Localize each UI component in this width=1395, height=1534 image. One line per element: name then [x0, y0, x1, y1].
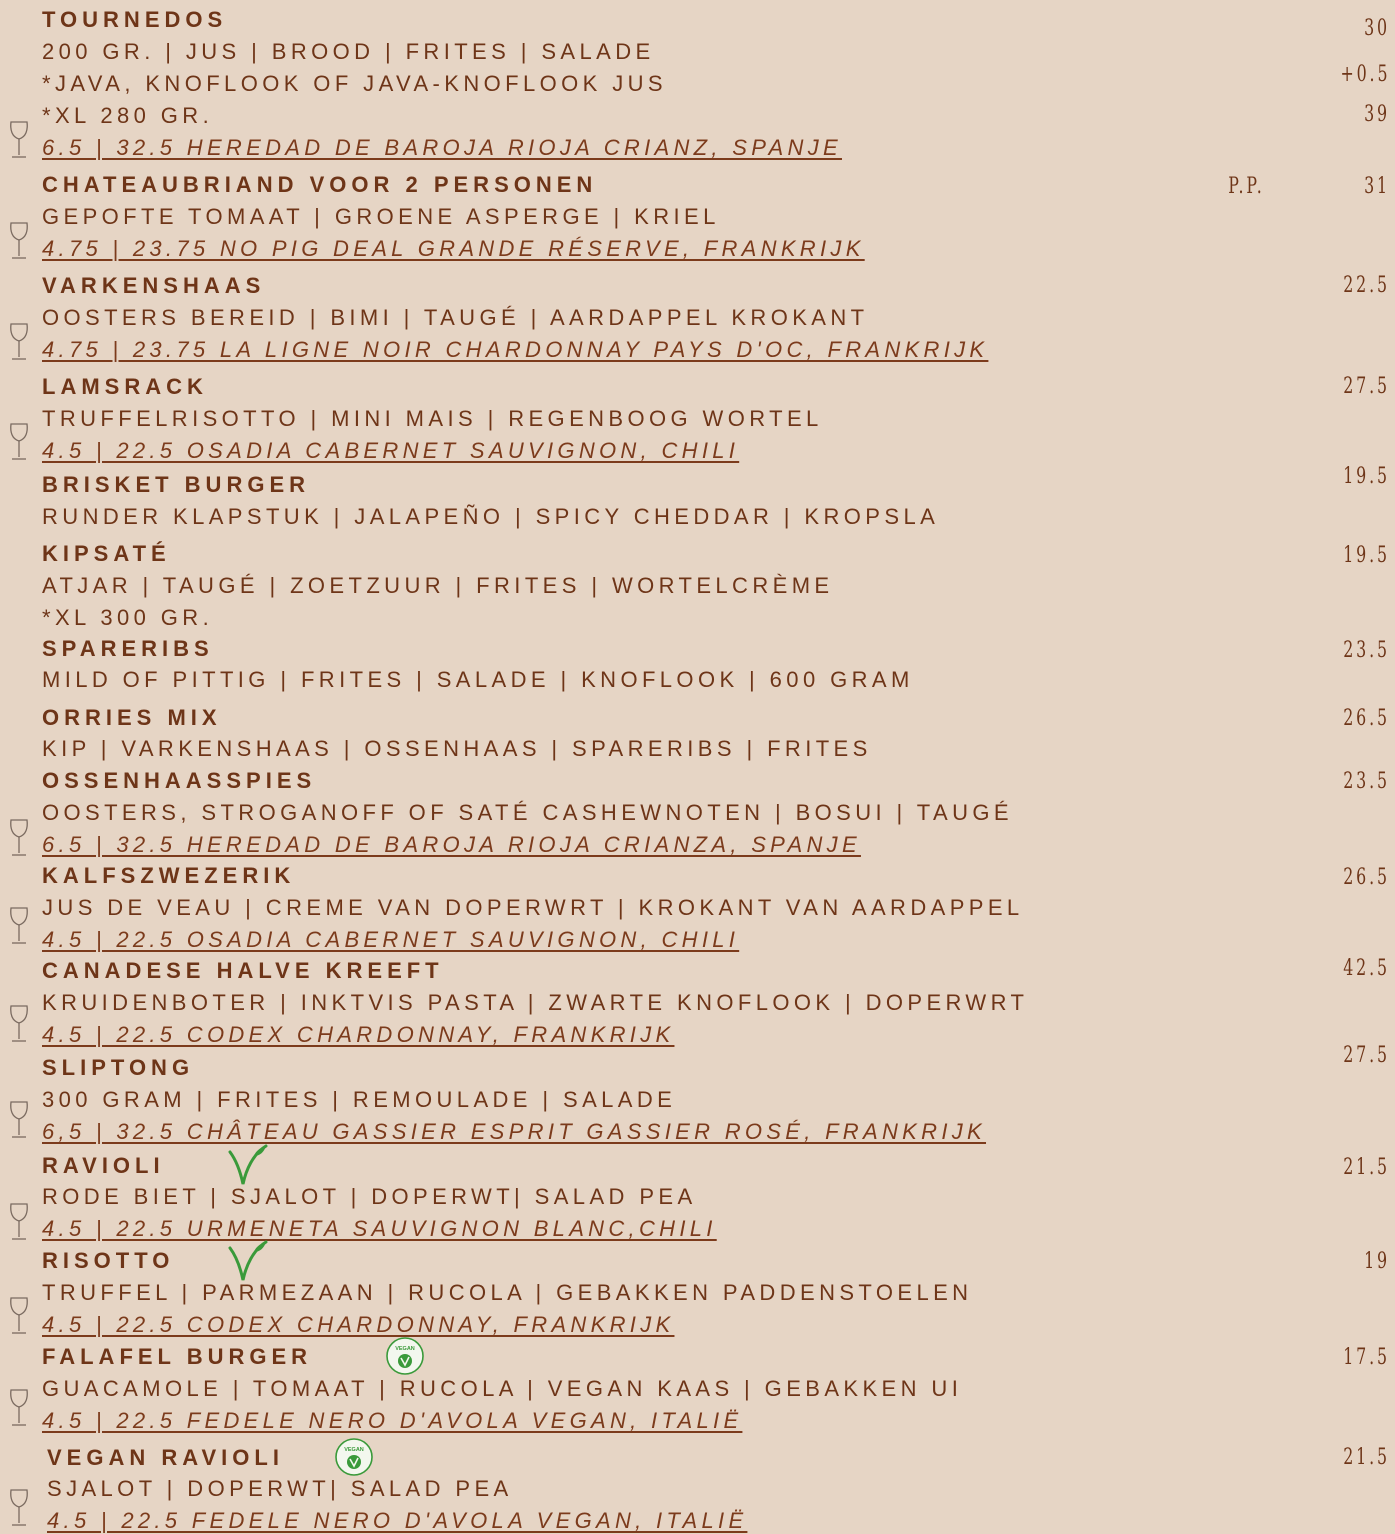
dish-title-varkenshaas: VARKENSHAAS	[42, 273, 266, 298]
price-kalfszwezerik: 26.5	[1343, 865, 1390, 890]
price-tournedos: 30	[1364, 16, 1390, 41]
per-person-label: P.P.	[1228, 174, 1265, 199]
price-canadese-halve-kreeft: 42.5	[1343, 956, 1390, 981]
wine-pairing-chateaubriand: 4.75 | 23.75 NO PIG DEAL GRANDE RÉSERVE, FRANKRIJK	[42, 236, 865, 261]
dish-note-kipsate-xl: *XL 300 GR.	[42, 605, 214, 630]
dish-title-brisket-burger: BRISKET BURGER	[42, 472, 311, 497]
wine-pairing-kalfszwezerik: 4.5 | 22.5 OSADIA CABERNET SAUVIGNON, CHILI	[42, 927, 740, 952]
wine-glass-icon	[8, 322, 30, 362]
wine-glass-icon	[8, 906, 30, 946]
wine-pairing-vegan-ravioli: 4.5 | 22.5 FEDELE NERO D'AVOLA VEGAN, ITALIË	[47, 1508, 748, 1533]
wine-glass-icon	[8, 1388, 30, 1428]
vegetarian-leaf-icon	[226, 1240, 268, 1282]
dish-desc-varkenshaas: OOSTERS BEREID | BIMI | TAUGÉ | AARDAPPEL KROKANT	[42, 305, 869, 330]
wine-glass-icon	[8, 422, 30, 462]
wine-pairing-varkenshaas: 4.75 | 23.75 LA LIGNE NOIR CHARDONNAY PAYS D'OC, FRANKRIJK	[42, 337, 989, 362]
dish-note-tournedos-jus: *JAVA, KNOFLOOK OF JAVA-KNOFLOOK JUS	[42, 71, 667, 96]
wine-glass-icon	[8, 818, 30, 858]
dish-title-falafel-burger: FALAFEL BURGER	[42, 1344, 313, 1369]
dish-desc-ravioli: RODE BIET | SJALOT | DOPERWT| SALAD PEA	[42, 1184, 697, 1209]
dish-title-ravioli: RAVIOLI	[42, 1153, 165, 1178]
dish-title-risotto: RISOTTO	[42, 1248, 175, 1273]
dish-desc-tournedos: 200 GR. | JUS | BROOD | FRITES | SALADE	[42, 39, 655, 64]
vegan-badge-icon	[334, 1437, 374, 1477]
dish-desc-kipsate: ATJAR | TAUGÉ | ZOETZUUR | FRITES | WORTELCRÈME	[42, 573, 834, 598]
dish-desc-chateaubriand: GEPOFTE TOMAAT | GROENE ASPERGE | KRIEL	[42, 204, 720, 229]
dish-title-vegan-ravioli: VEGAN RAVIOLI	[47, 1445, 284, 1470]
dish-note-tournedos-xl: *XL 280 GR.	[42, 103, 214, 128]
wine-glass-icon	[8, 221, 30, 261]
price-varkenshaas: 22.5	[1343, 273, 1390, 298]
wine-pairing-falafel-burger: 4.5 | 22.5 FEDELE NERO D'AVOLA VEGAN, ITALIË	[42, 1408, 743, 1433]
vegetarian-leaf-icon	[226, 1144, 268, 1186]
wine-pairing-risotto: 4.5 | 22.5 CODEX CHARDONNAY, FRANKRIJK	[42, 1312, 675, 1337]
wine-pairing-sliptong: 6,5 | 32.5 CHÂTEAU GASSIER ESPRIT GASSIER ROSÉ, FRANKRIJK	[42, 1119, 987, 1144]
price-brisket-burger: 19.5	[1343, 464, 1390, 489]
dish-desc-kalfszwezerik: JUS DE VEAU | CREME VAN DOPERWRT | KROKANT VAN AARDAPPEL	[42, 895, 1024, 920]
dish-title-kipsate: KIPSATÉ	[42, 541, 171, 566]
price-ossenhaasspies: 23.5	[1343, 769, 1390, 794]
dish-desc-risotto: TRUFFEL | PARMEZAAN | RUCOLA | GEBAKKEN PADDENSTOELEN	[42, 1280, 973, 1305]
dish-desc-brisket-burger: RUNDER KLAPSTUK | JALAPEÑO | SPICY CHEDDAR | KROPSLA	[42, 504, 940, 529]
dish-desc-sliptong: 300 GRAM | FRITES | REMOULADE | SALADE	[42, 1087, 677, 1112]
price-chateaubriand: 31	[1364, 174, 1390, 199]
price-ravioli: 21.5	[1343, 1155, 1390, 1180]
wine-pairing-tournedos: 6.5 | 32.5 HEREDAD DE BAROJA RIOJA CRIANZ, SPANJE	[42, 135, 842, 160]
wine-pairing-lamsrack: 4.5 | 22.5 OSADIA CABERNET SAUVIGNON, CHILI	[42, 438, 740, 463]
price-tournedos-jus: +0.5	[1340, 62, 1390, 87]
dish-title-chateaubriand: CHATEAUBRIAND VOOR 2 PERSONEN	[42, 172, 598, 197]
vegan-badge-icon	[385, 1336, 425, 1376]
price-falafel-burger: 17.5	[1343, 1345, 1390, 1370]
price-sliptong: 27.5	[1343, 1043, 1390, 1068]
dish-title-sliptong: SLIPTONG	[42, 1055, 195, 1080]
dish-desc-spareribs: MILD OF PITTIG | FRITES | SALADE | KNOFLOOK | 600 GRAM	[42, 667, 914, 692]
wine-pairing-ravioli: 4.5 | 22.5 URMENETA SAUVIGNON BLANC,CHILI	[42, 1216, 717, 1241]
dish-desc-orries-mix: KIP | VARKENSHAAS | OSSENHAAS | SPARERIBS | FRITES	[42, 736, 872, 761]
wine-pairing-canadese-halve-kreeft: 4.5 | 22.5 CODEX CHARDONNAY, FRANKRIJK	[42, 1022, 675, 1047]
dish-desc-canadese-halve-kreeft: KRUIDENBOTER | INKTVIS PASTA | ZWARTE KNOFLOOK | DOPERWRT	[42, 990, 1029, 1015]
wine-glass-icon	[8, 1004, 30, 1044]
wine-glass-icon	[8, 1100, 30, 1140]
dish-title-kalfszwezerik: KALFSZWEZERIK	[42, 863, 296, 888]
wine-glass-icon	[8, 1488, 30, 1528]
price-risotto: 19	[1364, 1249, 1390, 1274]
wine-glass-icon	[8, 1202, 30, 1242]
price-spareribs: 23.5	[1343, 638, 1390, 663]
dish-title-tournedos: TOURNEDOS	[42, 7, 228, 32]
dish-desc-vegan-ravioli: SJALOT | DOPERWT| SALAD PEA	[47, 1476, 513, 1501]
dish-title-spareribs: SPARERIBS	[42, 636, 214, 661]
price-lamsrack: 27.5	[1343, 374, 1390, 399]
dish-title-ossenhaasspies: OSSENHAASSPIES	[42, 768, 317, 793]
price-kipsate: 19.5	[1343, 543, 1390, 568]
price-orries-mix: 26.5	[1343, 706, 1390, 731]
wine-pairing-ossenhaasspies: 6.5 | 32.5 HEREDAD DE BAROJA RIOJA CRIANZA, SPANJE	[42, 832, 861, 857]
dish-title-lamsrack: LAMSRACK	[42, 374, 208, 399]
dish-desc-falafel-burger: GUACAMOLE | TOMAAT | RUCOLA | VEGAN KAAS | GEBAKKEN UI	[42, 1376, 963, 1401]
svg-text:VEGAN: VEGAN	[395, 1346, 415, 1352]
svg-text:VEGAN: VEGAN	[344, 1447, 364, 1453]
wine-glass-icon	[8, 1296, 30, 1336]
dish-title-canadese-halve-kreeft: CANADESE HALVE KREEFT	[42, 958, 444, 983]
dish-title-orries-mix: ORRIES MIX	[42, 705, 222, 730]
price-vegan-ravioli: 21.5	[1343, 1445, 1390, 1470]
price-tournedos-xl: 39	[1364, 102, 1390, 127]
wine-glass-icon	[8, 120, 30, 160]
dish-desc-ossenhaasspies: OOSTERS, STROGANOFF OF SATÉ CASHEWNOTEN | BOSUI | TAUGÉ	[42, 800, 1013, 825]
dish-desc-lamsrack: TRUFFELRISOTTO | MINI MAIS | REGENBOOG WORTEL	[42, 406, 823, 431]
